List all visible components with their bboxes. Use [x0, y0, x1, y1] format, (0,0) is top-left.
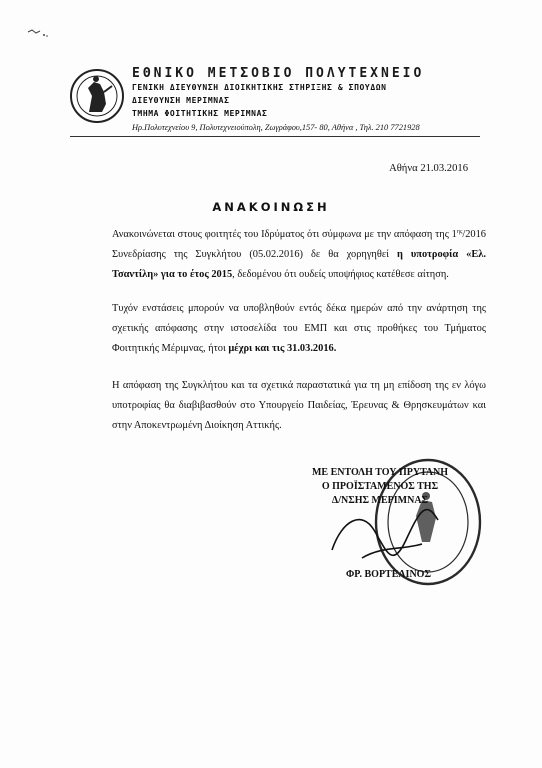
document-heading: ΑΝΑΚΟΙΝΩΣΗ — [212, 200, 330, 214]
signature-title-line: Ο ΠΡΟΪΣΤΑΜΕΝΟΣ ΤΗΣ — [321, 481, 439, 492]
paragraph-1-bold: η υποτροφία «Ελ. Τσαντίλη» για το έτος 2015 — [112, 249, 486, 280]
scan-mark — [26, 26, 50, 40]
paragraph-1-text-c: , δεδομένου ότι ουδείς υποψήφιος κατέθεσε αίτηση. — [232, 269, 449, 280]
letterhead — [70, 66, 480, 137]
university-logo — [70, 66, 124, 126]
directorate-general-line: ΓΕΝΙΚΗ ΔΙΕΥΘΥΝΣΗ ΔΙΟΙΚΗΤΙΚΗΣ ΣΤΗΡΙΞΗΣ & ΣΠΟΥΔΩΝ — [132, 83, 387, 92]
paragraph-3-text: Η απόφαση της Συγκλήτου και τα σχετικά παραστατικά για τη μη επίδοση της εν λόγω υποτροφίας θα διαβιβασθούν στο Υπουργείο Παιδείας, Έρευνας & Θρησκευμάτων και στην Αποκεντρωμένη Διοίκηση Αττικής. — [112, 380, 486, 431]
address-line: Ηρ.Πολυτεχνείου 9, Πολυτεχνειούπολη, Ζωγράφου,157- 80, Αθήνα , Τηλ. 210 7721928 — [132, 123, 420, 132]
institution-title: ΕΘΝΙΚΟ ΜΕΤΣΟΒΙΟ ΠΟΛΥΤΕΧΝΕΙΟ — [132, 66, 425, 81]
signature-authority-line: ΜΕ ΕΝΤΟΛΗ ΤΟΥ ΠΡΥΤΑΝΗ — [311, 467, 449, 478]
paragraph-1-text-b: /2016 Συνεδρίασης της Συγκλήτου (05.02.2016) δε θα χορηγηθεί — [112, 229, 486, 260]
paragraph-1-text-a: Ανακοινώνεται στους φοιτητές του Ιδρύματος ότι σύμφωνα με την απόφαση της 1 — [112, 229, 457, 240]
document-date: Αθήνα 21.03.2016 — [389, 163, 468, 174]
paragraph-1 — [112, 222, 486, 285]
paragraph-2 — [112, 299, 486, 359]
paragraph-3 — [112, 376, 486, 436]
department-line: ΤΜΗΜΑ ΦΟΙΤΗΤΙΚΗΣ ΜΕΡΙΜΝΑΣ — [132, 109, 268, 118]
signer-name: ΦΡ. ΒΟΡΤΕΛΙΝΟΣ — [346, 569, 431, 580]
paragraph-2-deadline: μέχρι και τις 31.03.2016. — [228, 343, 337, 354]
paragraph-1-superscript: ης — [456, 229, 463, 235]
paragraph-2-text: Τυχόν ενστάσεις μπορούν να υποβληθούν εντός δέκα ημερών από την ανάρτηση της σχετικής απόφασης στην ιστοσελίδα του ΕΜΠ και στις προθήκες του Τμήματος Φοιτητικής Μέριμνας, ήτοι — [112, 303, 486, 354]
directorate-line: ΔΙΕΥΘΥΝΣΗ ΜΕΡΙΜΝΑΣ — [132, 96, 230, 105]
signature-directorate-line: Δ/ΝΣΗΣ ΜΕΡΙΜΝΑΣ — [331, 495, 429, 506]
